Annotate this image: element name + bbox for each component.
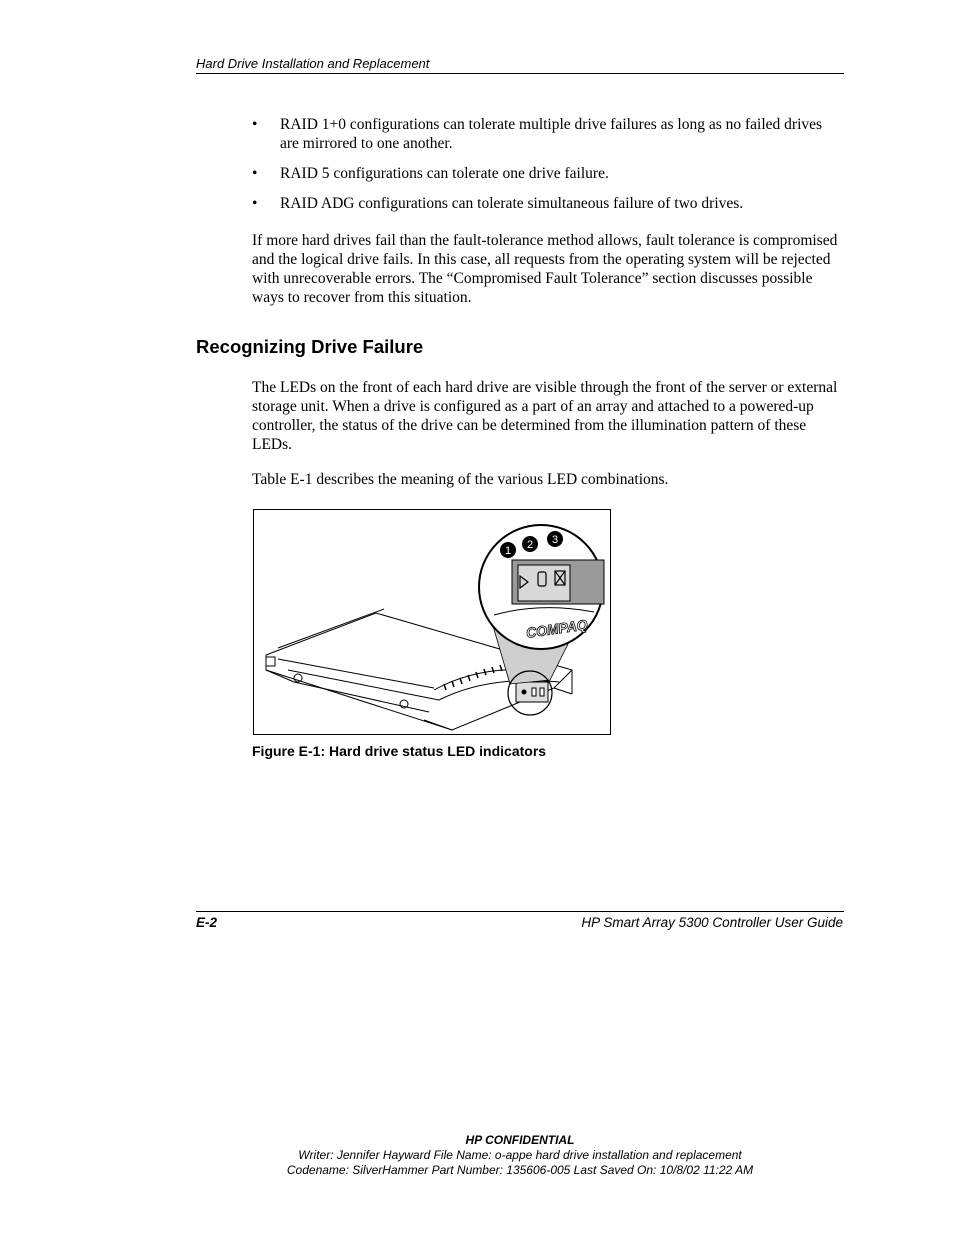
bullet-icon: •: [252, 116, 258, 133]
callout-label: 1: [504, 545, 512, 557]
footer-divider: [196, 911, 844, 912]
figure-frame: [253, 509, 611, 735]
callout-3: [547, 531, 563, 547]
callout-label: 3: [551, 534, 559, 546]
led-paragraph: The LEDs on the front of each hard drive are visible through the front of the server or external storage unit. When a drive is configured as a part of an array and attached to a powered-up controller, the status of the drive can be determined from the illumination pattern of these LEDs.: [252, 379, 838, 453]
bullet-icon: •: [252, 195, 258, 212]
confidential-label: HP CONFIDENTIAL: [465, 1133, 575, 1147]
document-meta-line: Writer: Jennifer Hayward File Name: o-appe hard drive installation and replacement: [298, 1148, 742, 1162]
page-number: E-2: [196, 915, 218, 930]
drive-led-panel: [516, 682, 548, 702]
callout-1: [500, 542, 516, 558]
bullet-icon: •: [252, 165, 258, 182]
guide-title: HP Smart Array 5300 Controller User Guide: [581, 915, 843, 930]
running-header: Hard Drive Installation and Replacement: [196, 56, 844, 74]
section-heading: Recognizing Drive Failure: [196, 336, 424, 357]
raid-tolerance-list: [252, 115, 844, 224]
callout-label: 2: [526, 539, 534, 551]
list-item-text: RAID 5 configurations can tolerate one drive failure.: [280, 165, 609, 182]
document-meta-line: Codename: SilverHammer Part Number: 135606-005 Last Saved On: 10/8/02 11:22 AM: [286, 1163, 754, 1177]
list-item-text: RAID ADG configurations can tolerate simultaneous failure of two drives.: [280, 195, 744, 212]
list-item: [252, 164, 844, 183]
magnified-inset: [479, 525, 604, 649]
fault-tolerance-paragraph: If more hard drives fail than the fault-tolerance method allows, fault tolerance is compromised and the logical drive fails. In this case, all requests from the operating system will be rejected with unrecoverable errors. The “Compromised Fault Tolerance” section discusses possible ways to recover from this situation.: [252, 232, 838, 306]
table-reference-paragraph: Table E-1 describes the meaning of the various LED combinations.: [252, 471, 669, 488]
list-item: [252, 194, 844, 213]
hard-drive-illustration: [254, 510, 610, 734]
confidential-block: [196, 1133, 844, 1178]
bezel-brand-text: COMPAQ: [525, 616, 589, 641]
figure-caption: Figure E-1: Hard drive status LED indicators: [252, 743, 547, 759]
callout-2: [522, 536, 538, 552]
list-item-text: RAID 1+0 configurations can tolerate multiple drive failures as long as no failed drives are mirrored to one another.: [280, 116, 823, 152]
list-item: [252, 115, 844, 153]
